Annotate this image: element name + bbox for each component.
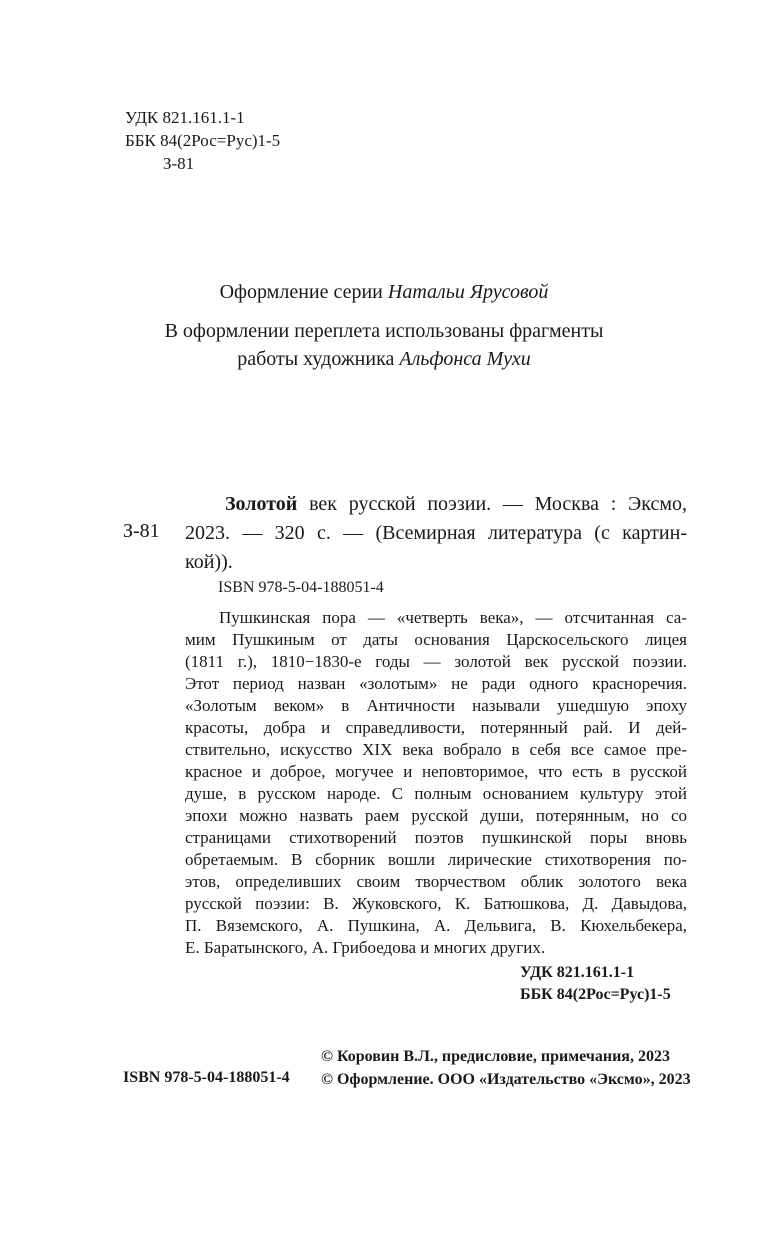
abstract-line: красоты, добра и справедливости, потерянный рай. И дей- [185,718,687,737]
bib-line-1 [185,490,687,519]
cover-credit-line1: В оформлении переплета использованы фрагменты [164,320,604,342]
cover-artist-name: Альфонса Мухи [399,348,531,370]
bib-line-2: 2023. — 320 с. — (Всемирная литература (с картин- [185,522,687,544]
isbn-line: ISBN 978-5-04-188051-4 [218,579,384,596]
abstract-line: этов, определивших своим творчеством облик золотого века [185,872,687,891]
udk-code: УДК 821.161.1-1 [125,108,245,127]
abstract-line: эпохи можно назвать раем русской души, потерянным, но со [185,806,687,825]
author-sign: З-81 [163,154,195,173]
abstract-line: мим Пушкиным от даты основания Царскосельского лицея [185,630,687,649]
copyright-line-1: © Коровин В.Л., предисловие, примечания, 2023 [321,1048,670,1065]
abstract-line: Е. Баратынского, А. Грибоедова и многих других. [185,938,546,957]
abstract-line: душе, в русском народе. С полным основанием культуру этой [185,784,687,803]
abstract-line: Пушкинская пора — «четверть века», — отсчитанная са- [219,608,687,627]
bottom-classification-codes [520,962,671,1006]
series-design-label: Оформление серии [219,281,388,303]
abstract-line: (1811 г.), 1810−1830-е годы — золотой век русской поэзии. [185,652,687,671]
isbn-footer: ISBN 978-5-04-188051-4 [123,1069,290,1086]
abstract-line: русской поэзии: В. Жуковского, К. Батюшкова, Д. Давыдова, [185,894,687,913]
abstract-line: красное и доброе, могучее и неповторимое, что есть в русской [185,762,687,781]
top-classification-codes [125,106,280,175]
abstract-line: обретаемым. В сборник вошли лирические стихотворения по- [185,850,687,869]
cover-art-credit [0,317,768,373]
abstract-line: «Золотым веком» в Античности называли ушедшую эпоху [185,696,687,715]
abstract-paragraph [185,607,687,959]
bib-line-3: кой)). [185,551,233,573]
cover-credit-label: работы художника [237,348,400,370]
copyright-block [321,1045,691,1091]
bbk-code: ББК 84(2Рос=Рус)1-5 [125,131,281,150]
series-design-credit [0,281,768,304]
abstract-line: Этот период назван «золотым» не ради одного красноречия. [185,674,687,693]
bibliography-author-sign: З-81 [123,520,160,542]
abstract-line: ствительно, искусство XIX века вобрало в себя все самое пре- [185,740,687,759]
abstract-line: П. Вяземского, А. Пушкина, А. Дельвига, В. Кюхельбекера, [185,916,687,935]
abstract-line: страницами стихотворений поэтов пушкинской поры вновь [185,828,687,847]
cover-credit-line2 [0,345,768,373]
copyright-line-2: © Оформление. ООО «Издательство «Эксмо», 2023 [321,1071,691,1088]
udk-code-bold: УДК 821.161.1-1 [520,964,635,981]
bbk-code-bold: ББК 84(2Рос=Рус)1-5 [520,986,671,1003]
book-title-bold: Золотой [225,493,298,515]
series-designer-name: Натальи Ярусовой [387,281,549,303]
bibliographic-record [185,490,687,577]
bib-line-1-rest: век русской поэзии. — Москва : Эксмо, [297,493,687,515]
